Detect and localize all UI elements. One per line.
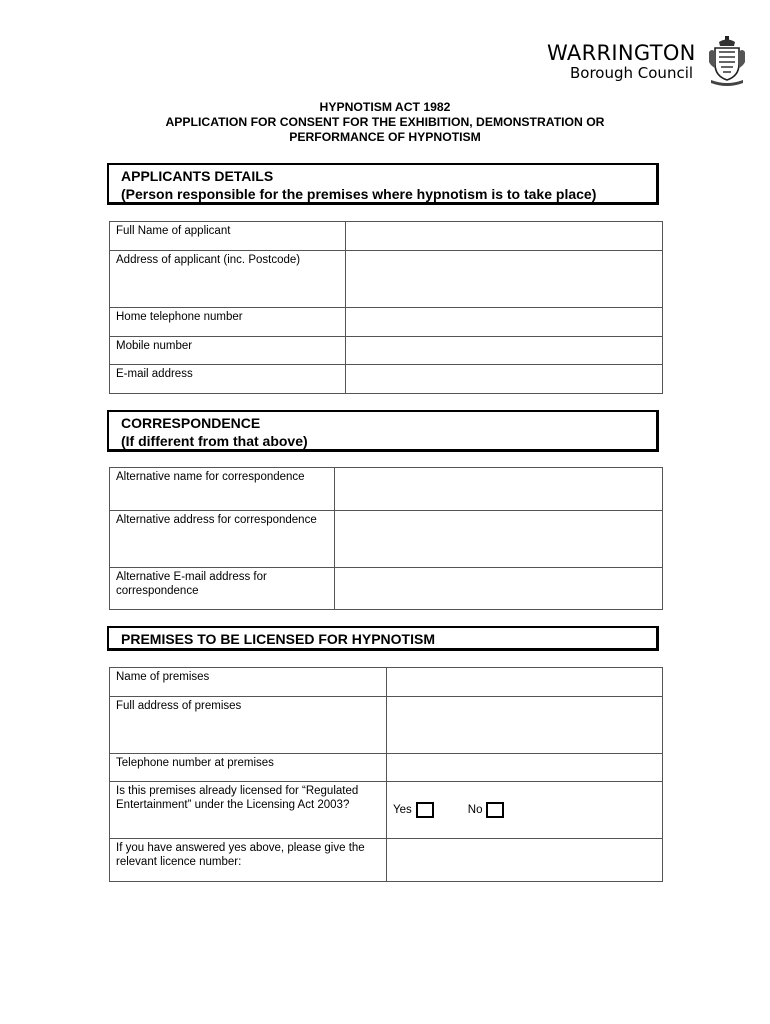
correspondence-subheading: (If different from that above) bbox=[121, 433, 308, 449]
address-field[interactable] bbox=[346, 251, 663, 308]
full-name-field[interactable] bbox=[346, 222, 663, 251]
table-row bbox=[110, 222, 663, 251]
table-row bbox=[110, 468, 663, 511]
premises-telephone-field[interactable] bbox=[387, 754, 663, 782]
home-telephone-field[interactable] bbox=[346, 308, 663, 337]
table-row bbox=[110, 754, 663, 782]
logo-line-2: Borough Council bbox=[570, 64, 694, 82]
table-row bbox=[110, 251, 663, 308]
no-label: No bbox=[467, 804, 483, 816]
correspondence-heading: CORRESPONDENCE bbox=[121, 415, 261, 431]
mobile-field[interactable] bbox=[346, 337, 663, 365]
applicant-heading: APPLICANTS DETAILS bbox=[121, 168, 274, 184]
title-line-2: APPLICATION FOR CONSENT FOR THE EXHIBITION, DEMONSTRATION OR bbox=[165, 115, 605, 129]
table-row bbox=[110, 365, 663, 394]
field-label: E-mail address bbox=[110, 365, 346, 394]
table-row bbox=[110, 668, 663, 697]
title-line-1: HYPNOTISM ACT 1982 bbox=[319, 100, 451, 114]
table-row bbox=[110, 697, 663, 754]
table-row bbox=[110, 782, 663, 839]
field-label: Alternative name for correspondence bbox=[110, 468, 335, 511]
field-label: Alternative E-mail address for correspondence bbox=[110, 568, 335, 610]
no-checkbox[interactable] bbox=[486, 802, 504, 818]
licensed-choice-cell bbox=[387, 782, 663, 839]
field-label: Mobile number bbox=[110, 337, 346, 365]
field-label: Is this premises already licensed for “Regulated Entertainment” under the Licensing Act 2003? bbox=[110, 782, 387, 839]
table-row bbox=[110, 308, 663, 337]
applicant-section-header bbox=[107, 163, 659, 205]
field-label: Telephone number at premises bbox=[110, 754, 387, 782]
yes-checkbox[interactable] bbox=[416, 802, 434, 818]
yes-label: Yes bbox=[393, 804, 412, 816]
table-row bbox=[110, 337, 663, 365]
premises-name-field[interactable] bbox=[387, 668, 663, 697]
correspondence-table bbox=[109, 467, 663, 610]
premises-heading: PREMISES TO BE LICENSED FOR HYPNOTISM bbox=[121, 631, 436, 647]
table-row bbox=[110, 568, 663, 610]
field-label: Home telephone number bbox=[110, 308, 346, 337]
premises-section-header bbox=[107, 626, 659, 651]
licence-number-field[interactable] bbox=[387, 839, 663, 882]
field-label: Address of applicant (inc. Postcode) bbox=[110, 251, 346, 308]
applicant-table bbox=[109, 221, 663, 394]
table-row bbox=[110, 511, 663, 568]
premises-address-field[interactable] bbox=[387, 697, 663, 754]
form-title bbox=[100, 100, 670, 145]
field-label: Full address of premises bbox=[110, 697, 387, 754]
email-field[interactable] bbox=[346, 365, 663, 394]
logo-line-1: WARRINGTON bbox=[547, 41, 696, 65]
alt-email-field[interactable] bbox=[335, 568, 663, 610]
alt-address-field[interactable] bbox=[335, 511, 663, 568]
alt-name-field[interactable] bbox=[335, 468, 663, 511]
correspondence-section-header bbox=[107, 410, 659, 452]
crest-icon bbox=[707, 34, 747, 86]
table-row bbox=[110, 839, 663, 882]
applicant-subheading: (Person responsible for the premises where hypnotism is to take place) bbox=[121, 186, 597, 202]
field-label: Name of premises bbox=[110, 668, 387, 697]
field-label: If you have answered yes above, please give the relevant licence number: bbox=[110, 839, 387, 882]
field-label: Full Name of applicant bbox=[110, 222, 346, 251]
premises-table bbox=[109, 667, 663, 882]
title-line-3: PERFORMANCE OF HYPNOTISM bbox=[289, 130, 481, 144]
council-logo bbox=[544, 34, 750, 90]
field-label: Alternative address for correspondence bbox=[110, 511, 335, 568]
